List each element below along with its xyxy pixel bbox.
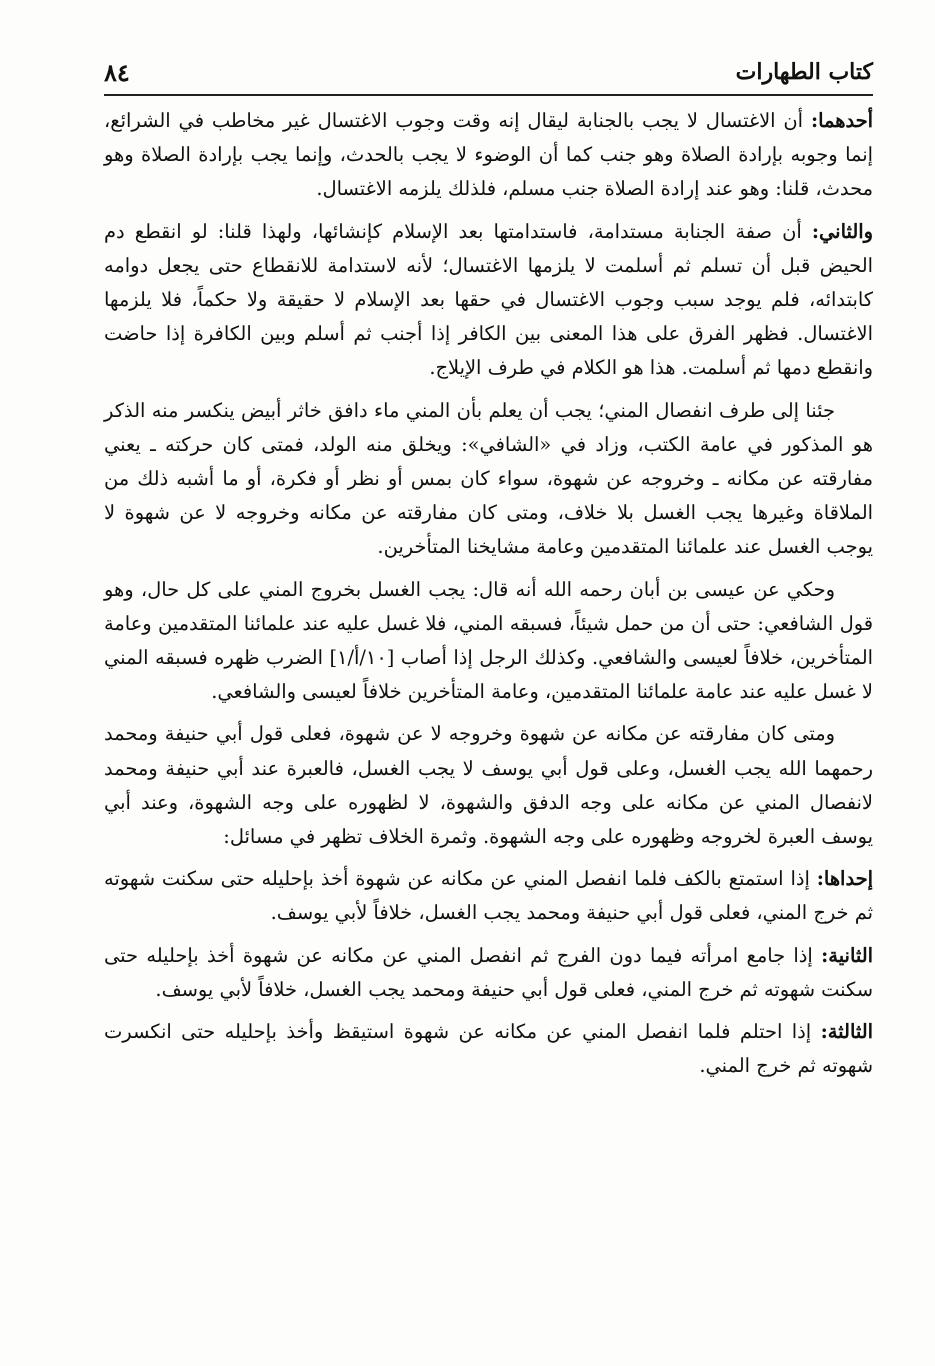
paragraph-text: ومتى كان مفارقته عن مكانه عن شهوة وخروجه لا عن شهوة، فعلى قول أبي حنيفة ومحمد رحمهما الله يجب الغسل، وعلى قول أبي يوسف لا يجب الغسل، فالعبرة عند أبي حنيفة ومحمد لانفصال المني عن مكانه على وجه الدفق والشهوة، لا لظهوره على وجه الشهوة، وعند أبي يوسف العبرة لخروجه وظهوره على وجه الشهوة. وثمرة الخلاف تظهر في مسائل:: [104, 722, 873, 849]
book-title: كتاب الطهارات: [735, 59, 873, 85]
page-body: [104, 104, 873, 1091]
page-number: ٨٤: [104, 57, 130, 87]
paragraph-text: إذا استمتع بالكف فلما انفصل المني عن مكانه عن شهوة أخذ بإحليله حتى سكنت شهوته ثم خرج المني، فعلى قول أبي حنيفة ومحمد يجب الغسل، خلافاً لأبي يوسف.: [104, 867, 873, 925]
page-header: [104, 50, 873, 96]
paragraph: [104, 862, 873, 930]
paragraph-text: جئنا إلى طرف انفصال المني؛ يجب أن يعلم بأن المني ماء دافق خاثر أبيض ينكسر منه الذكر هو المذكور في عامة الكتب، وزاد في «الشافي»: ويخلق منه الولد، فمتى كان حركته ـ يعني مفارقته عن مكانه ـ وخروجه عن شهوة، سواء كان بمس أو نظر أو فكرة، أو ما أشبه ذلك من الملاقاة وغيرها يجب الغسل بلا خلاف، ومتى كان مفارقته عن مكانه وخروجه لا عن شهوة لا يوجب الغسل عند علمائنا المتقدمين وعامة مشايخنا المتأخرين.: [104, 398, 873, 559]
paragraph-lead: والثاني:: [811, 219, 873, 243]
paragraph: [104, 394, 873, 565]
paragraph: [104, 939, 873, 1007]
paragraph-text: أن الاغتسال لا يجب بالجنابة ليقال إنه وقت وجوب الاغتسال غير مخاطب في الشرائع، إنما وجوبه بإرادة الصلاة وهو جنب كما أن الوضوء لا يجب بالحدث، وإنما يجب بإرادة الصلاة وهو محدث، قلنا: وهو عند إرادة الصلاة جنب مسلم، فلذلك يلزمه الاغتسال.: [104, 109, 873, 201]
paragraph: [104, 104, 873, 207]
paragraph-lead: الثانية:: [821, 943, 873, 967]
paragraph: [104, 717, 873, 854]
paragraph-text: إذا احتلم فلما انفصل المني عن مكانه عن شهوة استيقظ وأخذ بإحليله حتى انكسرت شهوته ثم خرج المني.: [104, 1020, 873, 1078]
paragraph-text: إذا جامع امرأته فيما دون الفرج ثم انفصل المني عن مكانه عن شهوة أخذ بإحليله حتى سكنت شهوته ثم خرج المني، فعلى قول أبي حنيفة ومحمد يجب الغسل، خلافاً لأبي يوسف.: [104, 943, 873, 1001]
paragraph: [104, 1015, 873, 1083]
paragraph-text: وحكي عن عيسى بن أبان رحمه الله أنه قال: يجب الغسل بخروج المني على كل حال، وهو قول الشافعي: حتى أن من حمل شيئاً، فسبقه المني، فلا غسل عليه عند علمائنا المتقدمين وعامة المتأخرين، خلافاً لعيسى والشافعي. وكذلك الرجل إذا أصاب [١٠/أ/١] الضرب ظهره فسبقه المني لا غسل عليه عند عامة علمائنا المتقدمين، وعامة المتأخرين خلافاً لعيسى والشافعي.: [104, 577, 873, 704]
paragraph: [104, 215, 873, 386]
paragraph: [104, 573, 873, 710]
paragraph-lead: إحداها:: [816, 867, 873, 891]
paragraph-text: أن صفة الجنابة مستدامة، فاستدامتها بعد الإسلام كإنشائها، ولهذا قلنا: لو انقطع دم الحيض قبل أن تسلم ثم أسلمت لا يلزمها الاغتسال؛ لأنه لاستدامة للانقطاع حتى يجعل دوامه كابتدائه، فلم يوجد سبب وجوب الاغتسال في حقها بعد الإسلام لا حقيقة ولا حكماً، فلا يلزمها الاغتسال. فظهر الفرق على هذا المعنى بين الكافر إذا أجنب ثم أسلم وبين الكافرة إذا حاضت وانقطع دمها ثم أسلمت. هذا هو الكلام في طرف الإيلاج.: [104, 219, 873, 380]
paragraph-lead: الثالثة:: [820, 1020, 873, 1044]
paragraph-lead: أحدهما:: [810, 109, 874, 132]
